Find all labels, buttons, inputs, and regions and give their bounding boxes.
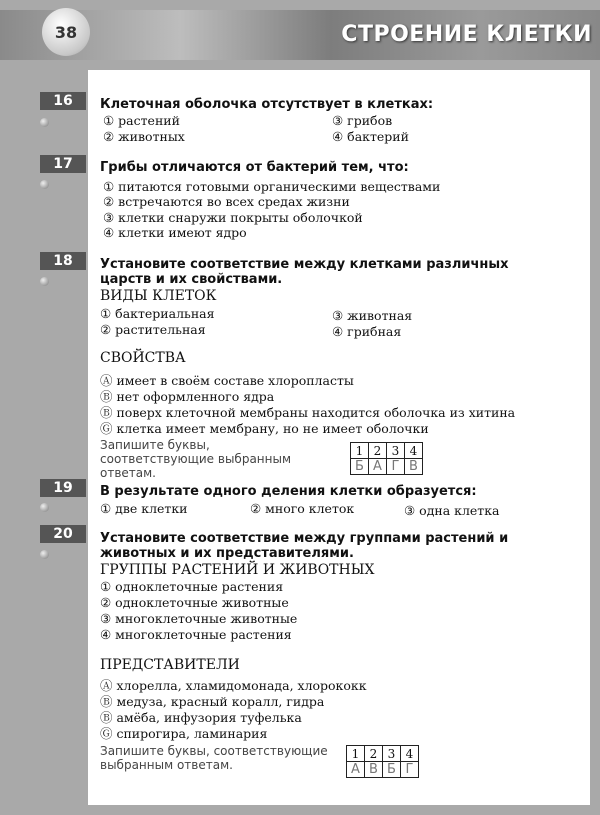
- property: Ⓑ нет оформленного ядра: [100, 389, 275, 404]
- column-header: 3: [387, 443, 405, 459]
- column-header: 4: [405, 443, 423, 459]
- group: ④ многоклеточные растения: [100, 627, 292, 642]
- answer-table: [350, 442, 423, 475]
- answer-cell[interactable]: А: [347, 762, 365, 778]
- question-text: В результате одного деления клетки образуется:: [100, 484, 477, 499]
- bullet-icon: [40, 180, 49, 189]
- section-heading: ГРУППЫ РАСТЕНИЙ И ЖИВОТНЫХ: [100, 562, 375, 578]
- cell-type: ④ грибная: [332, 324, 402, 339]
- bullet-icon: [40, 503, 49, 512]
- page-number: 38: [42, 8, 90, 56]
- section-heading: ПРЕДСТАВИТЕЛИ: [100, 657, 240, 673]
- answer-cell[interactable]: В: [365, 762, 383, 778]
- answer-cell[interactable]: В: [405, 459, 423, 475]
- question-text: Установите соответствие между группами растений и животных и их представителями.: [100, 531, 509, 561]
- group: ③ многоклеточные животные: [100, 611, 298, 626]
- bullet-icon: [40, 550, 49, 559]
- question-text: Клеточная оболочка отсутствует в клетках:: [100, 97, 434, 112]
- column-header: 2: [365, 746, 383, 762]
- option[interactable]: ③ грибов: [332, 113, 393, 128]
- property: Ⓐ имеет в своём составе хлоропласты: [100, 373, 354, 388]
- group: ① одноклеточные растения: [100, 579, 284, 594]
- question-number: 20: [40, 525, 86, 543]
- option[interactable]: ③ клетки снаружи покрыты оболочкой: [103, 210, 363, 225]
- property: Ⓖ клетка имеет мембрану, но не имеет оболочки: [100, 421, 429, 436]
- question-number: 19: [40, 479, 86, 497]
- representative: Ⓑ медуза, красный коралл, гидра: [100, 694, 325, 709]
- page-title: СТРОЕНИЕ КЛЕТКИ: [341, 22, 592, 47]
- representative: Ⓑ амёба, инфузория туфелька: [100, 710, 302, 725]
- answer-table: [346, 745, 419, 778]
- option[interactable]: ④ бактерий: [332, 129, 409, 144]
- cell-type: ② растительная: [100, 322, 206, 337]
- answer-cell[interactable]: Б: [351, 459, 369, 475]
- section-heading: СВОЙСТВА: [100, 350, 186, 366]
- property: Ⓑ поверх клеточной мембраны находится оболочка из хитина: [100, 405, 516, 420]
- column-header: 2: [369, 443, 387, 459]
- option[interactable]: ③ одна клетка: [404, 503, 500, 518]
- option[interactable]: ① две клетки: [100, 501, 188, 516]
- column-header: 1: [347, 746, 365, 762]
- representative: Ⓖ спирогира, ламинария: [100, 726, 268, 741]
- column-header: 4: [401, 746, 419, 762]
- answer-cell[interactable]: Г: [387, 459, 405, 475]
- answer-cell[interactable]: Г: [401, 762, 419, 778]
- instruction: Запишите буквы, соответствующие выбранным ответам.: [100, 744, 328, 772]
- question-number: 17: [40, 155, 86, 173]
- option[interactable]: ① растений: [103, 113, 180, 128]
- option[interactable]: ④ клетки имеют ядро: [103, 225, 247, 240]
- option[interactable]: ② животных: [103, 129, 185, 144]
- cell-type: ① бактериальная: [100, 306, 215, 321]
- option[interactable]: ① питаются готовыми органическими веществами: [103, 179, 441, 194]
- column-header: 3: [383, 746, 401, 762]
- instruction: Запишите буквы, соответствующие выбранным ответам.: [100, 438, 292, 480]
- bullet-icon: [40, 277, 49, 286]
- group: ② одноклеточные животные: [100, 595, 289, 610]
- question-text: Установите соответствие между клетками различных царств и их свойствами.: [100, 257, 509, 287]
- question-number: 16: [40, 92, 86, 110]
- question-text: Грибы отличаются от бактерий тем, что:: [100, 160, 409, 175]
- section-heading: ВИДЫ КЛЕТОК: [100, 288, 217, 304]
- answer-cell[interactable]: Б: [383, 762, 401, 778]
- cell-type: ③ животная: [332, 308, 413, 323]
- representative: Ⓐ хлорелла, хламидомонада, хлорококк: [100, 678, 367, 693]
- bullet-icon: [40, 118, 49, 127]
- option[interactable]: ② много клеток: [250, 501, 355, 516]
- answer-cell[interactable]: А: [369, 459, 387, 475]
- column-header: 1: [351, 443, 369, 459]
- question-number: 18: [40, 252, 86, 270]
- option[interactable]: ② встречаются во всех средах жизни: [103, 194, 350, 209]
